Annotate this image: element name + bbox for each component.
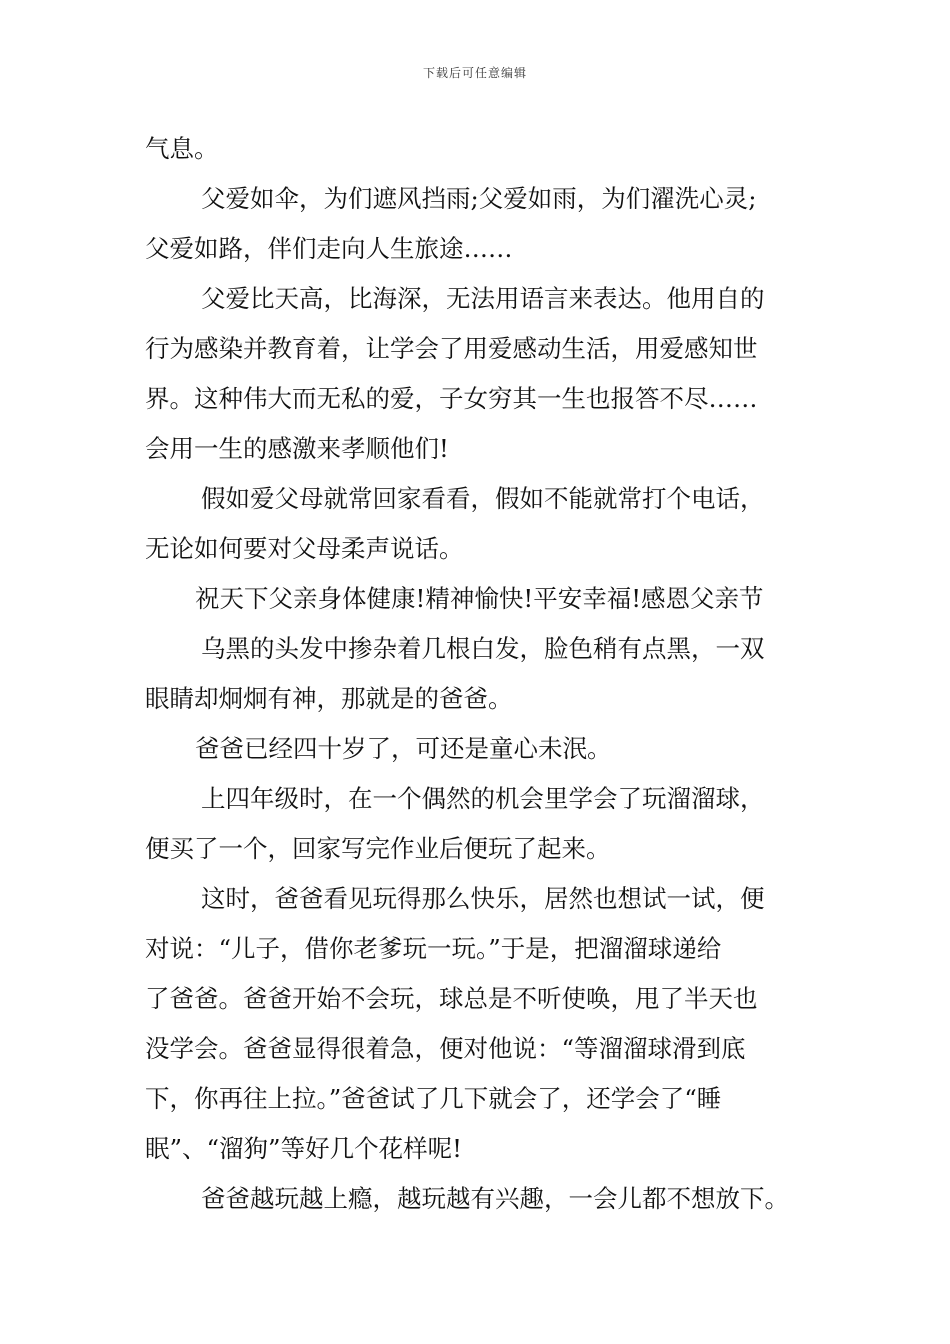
body-text	[145, 124, 825, 1224]
text-line: 行为感染并教育着，让学会了用爱感动生活，用爱感知世	[145, 334, 758, 363]
text-line: 上四年级时，在一个偶然的机会里学会了玩溜溜球，	[201, 784, 765, 813]
text-line: 乌黑的头发中掺杂着几根白发，脸色稍有点黑，一双	[201, 634, 765, 663]
text-line: 父爱如路，伴们走向人生旅途……	[145, 234, 513, 263]
text-line: 对说：“儿子，借你老爹玩一玩。”于是，把溜溜球递给	[145, 934, 722, 963]
text-line: 便买了一个，回家写完作业后便玩了起来。	[145, 834, 611, 863]
text-line: 父爱比天高，比海深，无法用语言来表达。他用自的	[201, 284, 765, 313]
text-line: 无论如何要对父母柔声说话。	[145, 534, 464, 563]
text-line: 祝天下父亲身体健康!精神愉快!平安幸福!感恩父亲节	[195, 584, 764, 613]
text-line: 眠”、“溜狗”等好几个花样呢!	[145, 1134, 462, 1163]
page-header: 下载后可任意编辑	[422, 66, 527, 80]
text-line: 下，你再往上拉。”爸爸试了几下就会了，还学会了“睡	[145, 1084, 722, 1113]
text-line: 眼睛却炯炯有神，那就是的爸爸。	[145, 684, 513, 713]
text-line: 界。这种伟大而无私的爱，子女穷其一生也报答不尽……	[145, 384, 758, 413]
text-line: 这时，爸爸看见玩得那么快乐，居然也想试一试，便	[201, 884, 765, 913]
text-line: 假如爱父母就常回家看看，假如不能就常打个电话，	[201, 484, 765, 513]
text-line: 父爱如伞，为们遮风挡雨;父爱如雨，为们濯洗心灵;	[201, 184, 757, 213]
text-line: 爸爸越玩越上瘾，越玩越有兴趣，一会儿都不想放下。	[201, 1184, 789, 1213]
text-line: 爸爸已经四十岁了，可还是童心未泯。	[195, 734, 612, 763]
text-line: 会用一生的感激来孝顺他们!	[145, 434, 449, 463]
text-line: 气息。	[145, 134, 219, 163]
text-line: 了爸爸。爸爸开始不会玩，球总是不听使唤，甩了半天也	[145, 984, 758, 1013]
text-line: 没学会。爸爸显得很着急，便对他说：“等溜溜球滑到底	[145, 1034, 746, 1063]
